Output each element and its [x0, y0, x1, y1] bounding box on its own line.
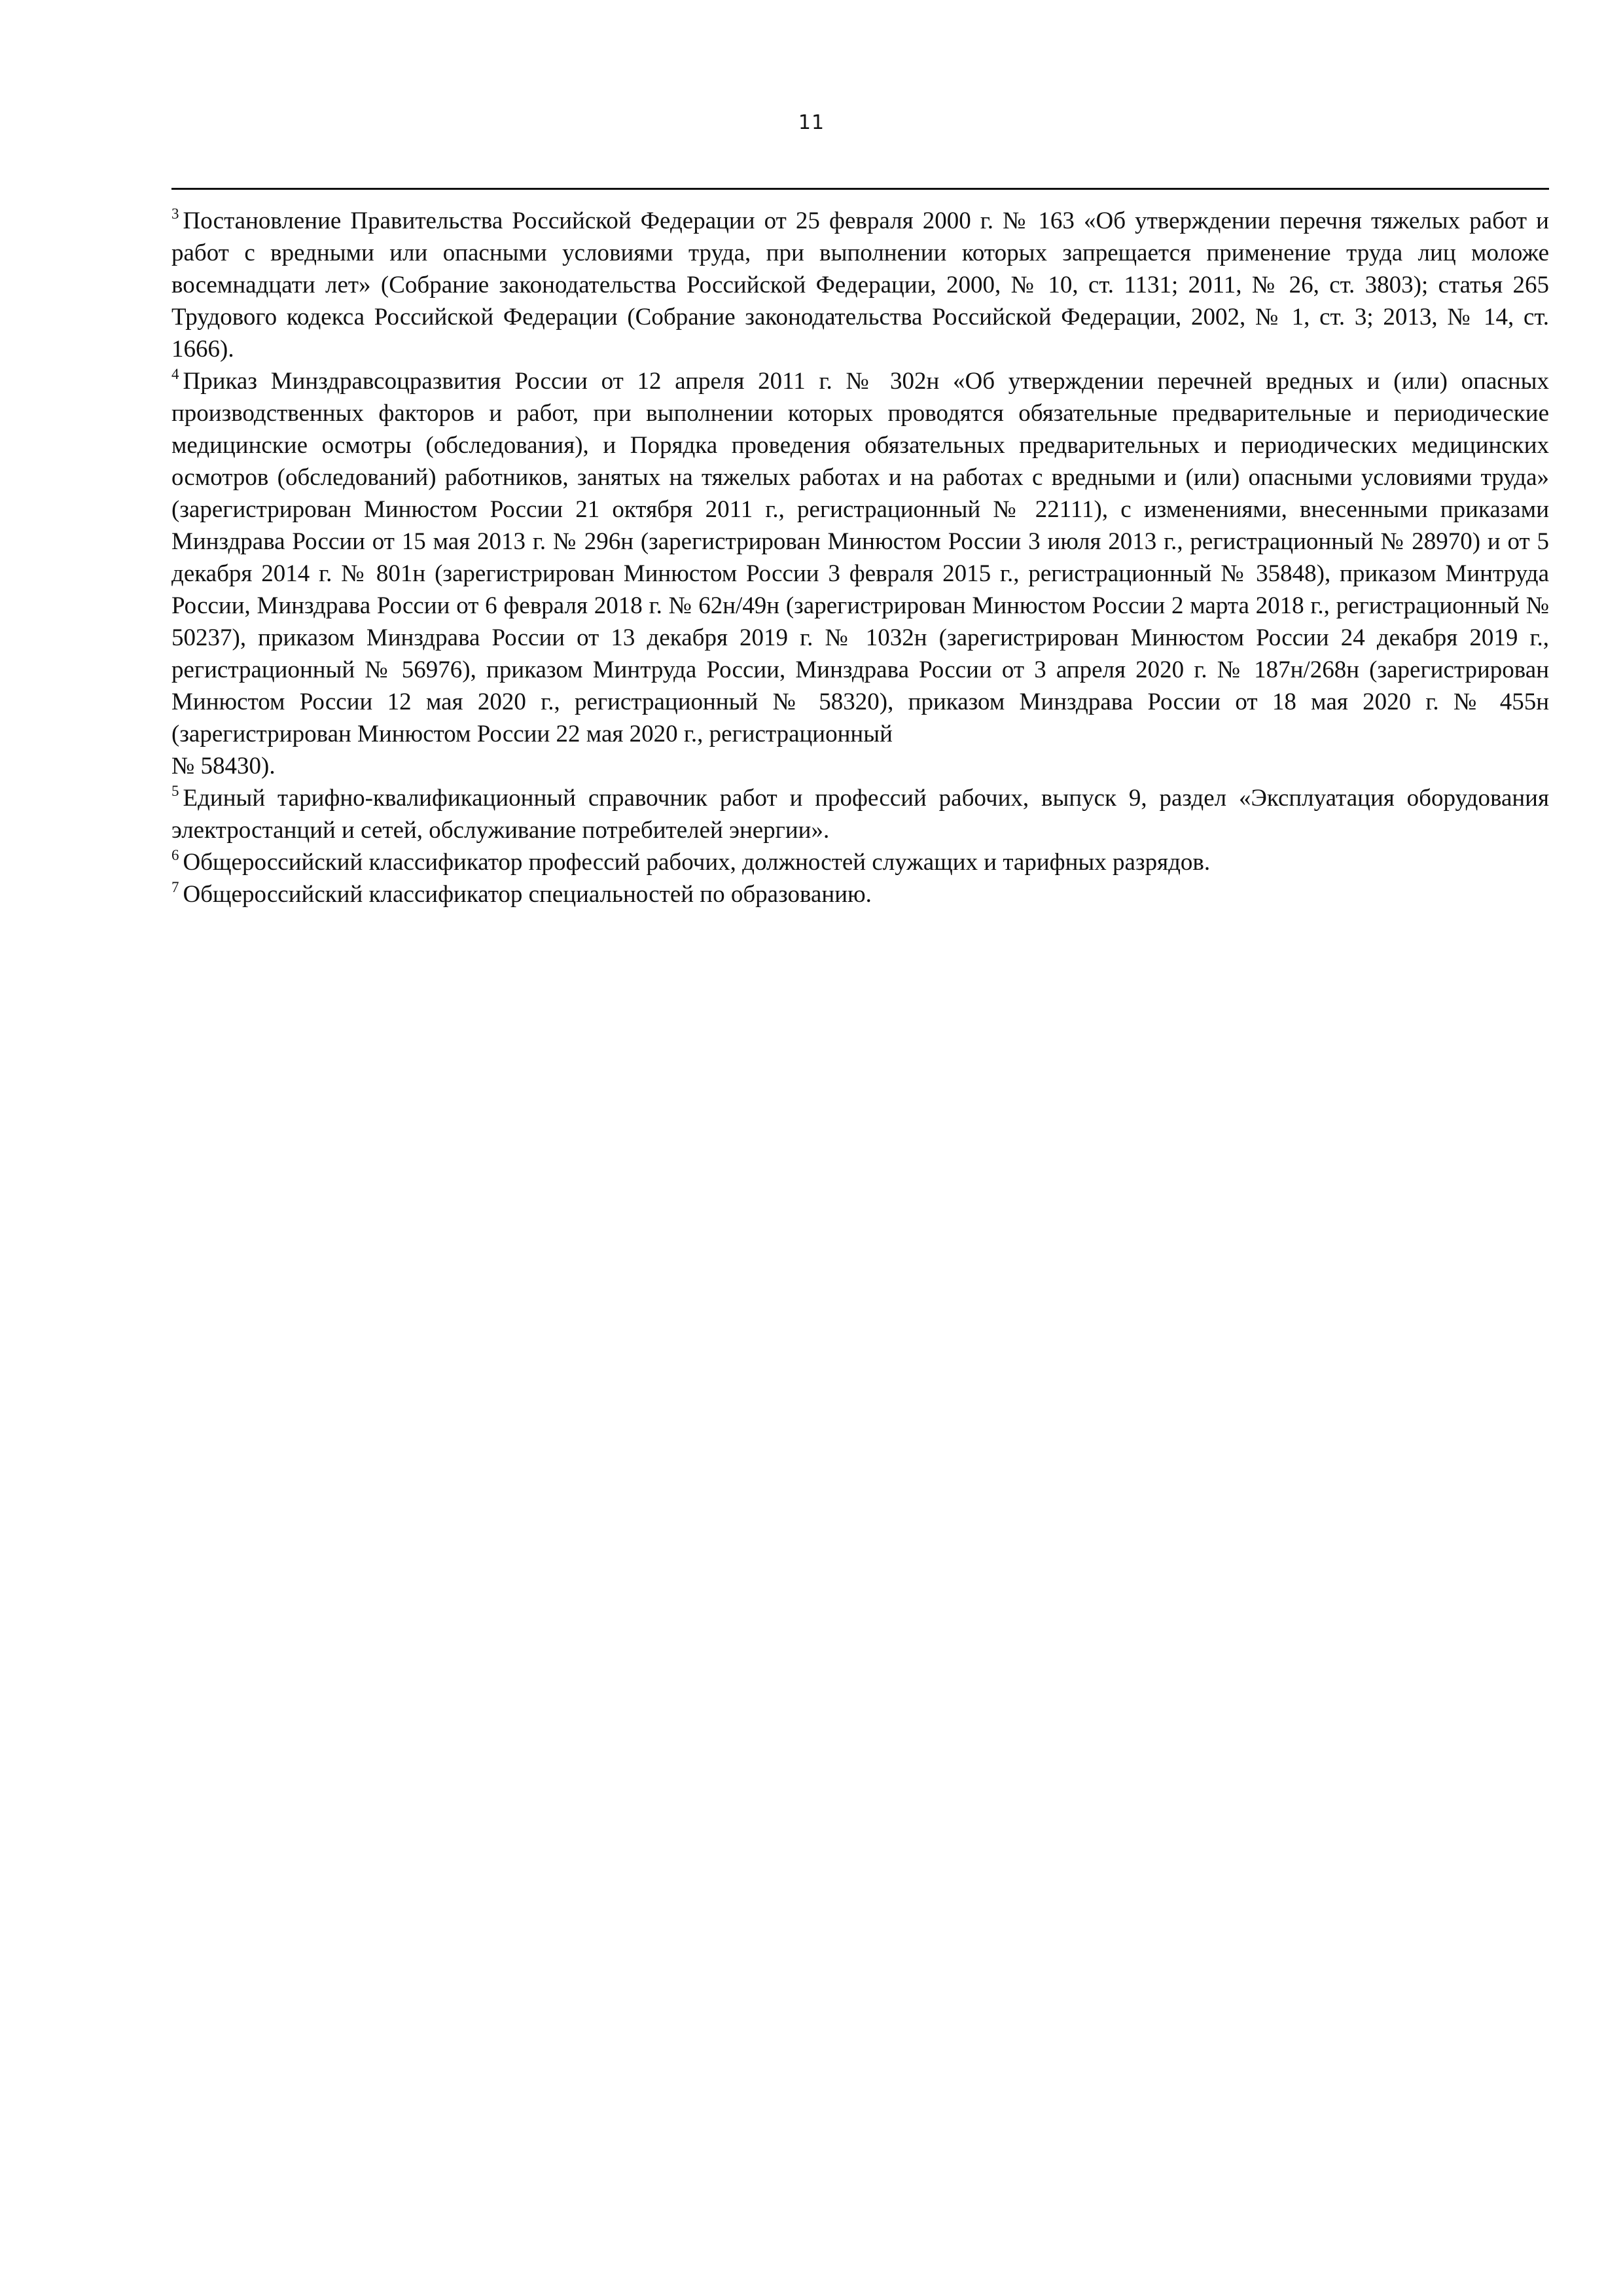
footnote-6 — [171, 846, 1549, 878]
footnote-text: Приказ Минздравсоцразвития России от 12 апреля 2011 г. № 302н «Об утверждении перечней вредных и (или) опасных производственных факторов и работ, при выполнении которых проводятся обязательные предварительные и периодические медицинские осмотры (обследования), и Порядка проведения обязательных предварительных и периодических медицинских осмотров (обследований) работников, занятых на тяжелых работах и на работах с вредными и (или) опасными условиями труда» (зарегистрирован Минюстом России 21 октября 2011 г., регистрационный № 22111), с изменениями, внесенными приказами Минздрава России от 15 мая 2013 г. № 296н (зарегистрирован Минюстом России 3 июля 2013 г., регистрационный № 28970) и от 5 декабря 2014 г. № 801н (зарегистрирован Минюстом России 3 февраля 2015 г., регистрационный № 35848), приказом Минтруда России, Минздрава России от 6 февраля 2018 г. № 62н/49н (зарегистрирован Минюстом России 2 марта 2018 г., регистрационный № 50237), приказом Минздрава России от 13 декабря 2019 г. № 1032н (зарегистрирован Минюстом России 24 декабря 2019 г., регистрационный № 56976), приказом Минтруда России, Минздрава России от 3 апреля 2020 г. № 187н/268н (зарегистрирован Минюстом России 12 мая 2020 г., регистрационный № 58320), приказом Минздрава России от 18 мая 2020 г. № 455н (зарегистрирован Минюстом России 22 мая 2020 г., регистрационный — [171, 368, 1549, 747]
footnote-text: Единый тарифно-квалификационный справочник работ и профессий рабочих, выпуск 9, раздел «Эксплуатация оборудования электростанций и сетей, обслуживание потребителей энергии». — [171, 785, 1549, 844]
footnote-mark: 4 — [171, 365, 179, 382]
page-number: 11 — [798, 111, 825, 134]
footnote-text: Постановление Правительства Российской Федерации от 25 февраля 2000 г. № 163 «Об утверждении перечня тяжелых работ и работ с вредными или опасными условиями труда, при выполнении которых запрещается применение труда лиц моложе восемнадцати лет» (Собрание законодательства Российской Федерации, 2000, № 10, ст. 1131; 2011, № 26, ст. 3803); статья 265 Трудового кодекса Российской Федерации (Собрание законодательства Российской Федерации, 2002, № 1, ст. 3; 2013, № 14, ст. 1666). — [171, 207, 1549, 363]
footnote-mark: 7 — [171, 878, 179, 895]
footnote-7 — [171, 878, 1549, 910]
footnote-mark: 3 — [171, 205, 179, 222]
footnote-separator-rule — [171, 188, 1549, 190]
footnote-text: Общероссийский классификатор специальностей по образованию. — [183, 881, 872, 908]
footnote-mark: 6 — [171, 846, 179, 863]
footnote-mark: 5 — [171, 782, 179, 799]
footnote-4 — [171, 365, 1549, 782]
footnote-text: Общероссийский классификатор профессий рабочих, должностей служащих и тарифных разрядов. — [183, 849, 1211, 876]
footnote-3 — [171, 205, 1549, 365]
footnotes-section — [171, 205, 1549, 910]
footnote-5 — [171, 782, 1549, 846]
footnote-text-tail: № 58430). — [171, 753, 276, 780]
